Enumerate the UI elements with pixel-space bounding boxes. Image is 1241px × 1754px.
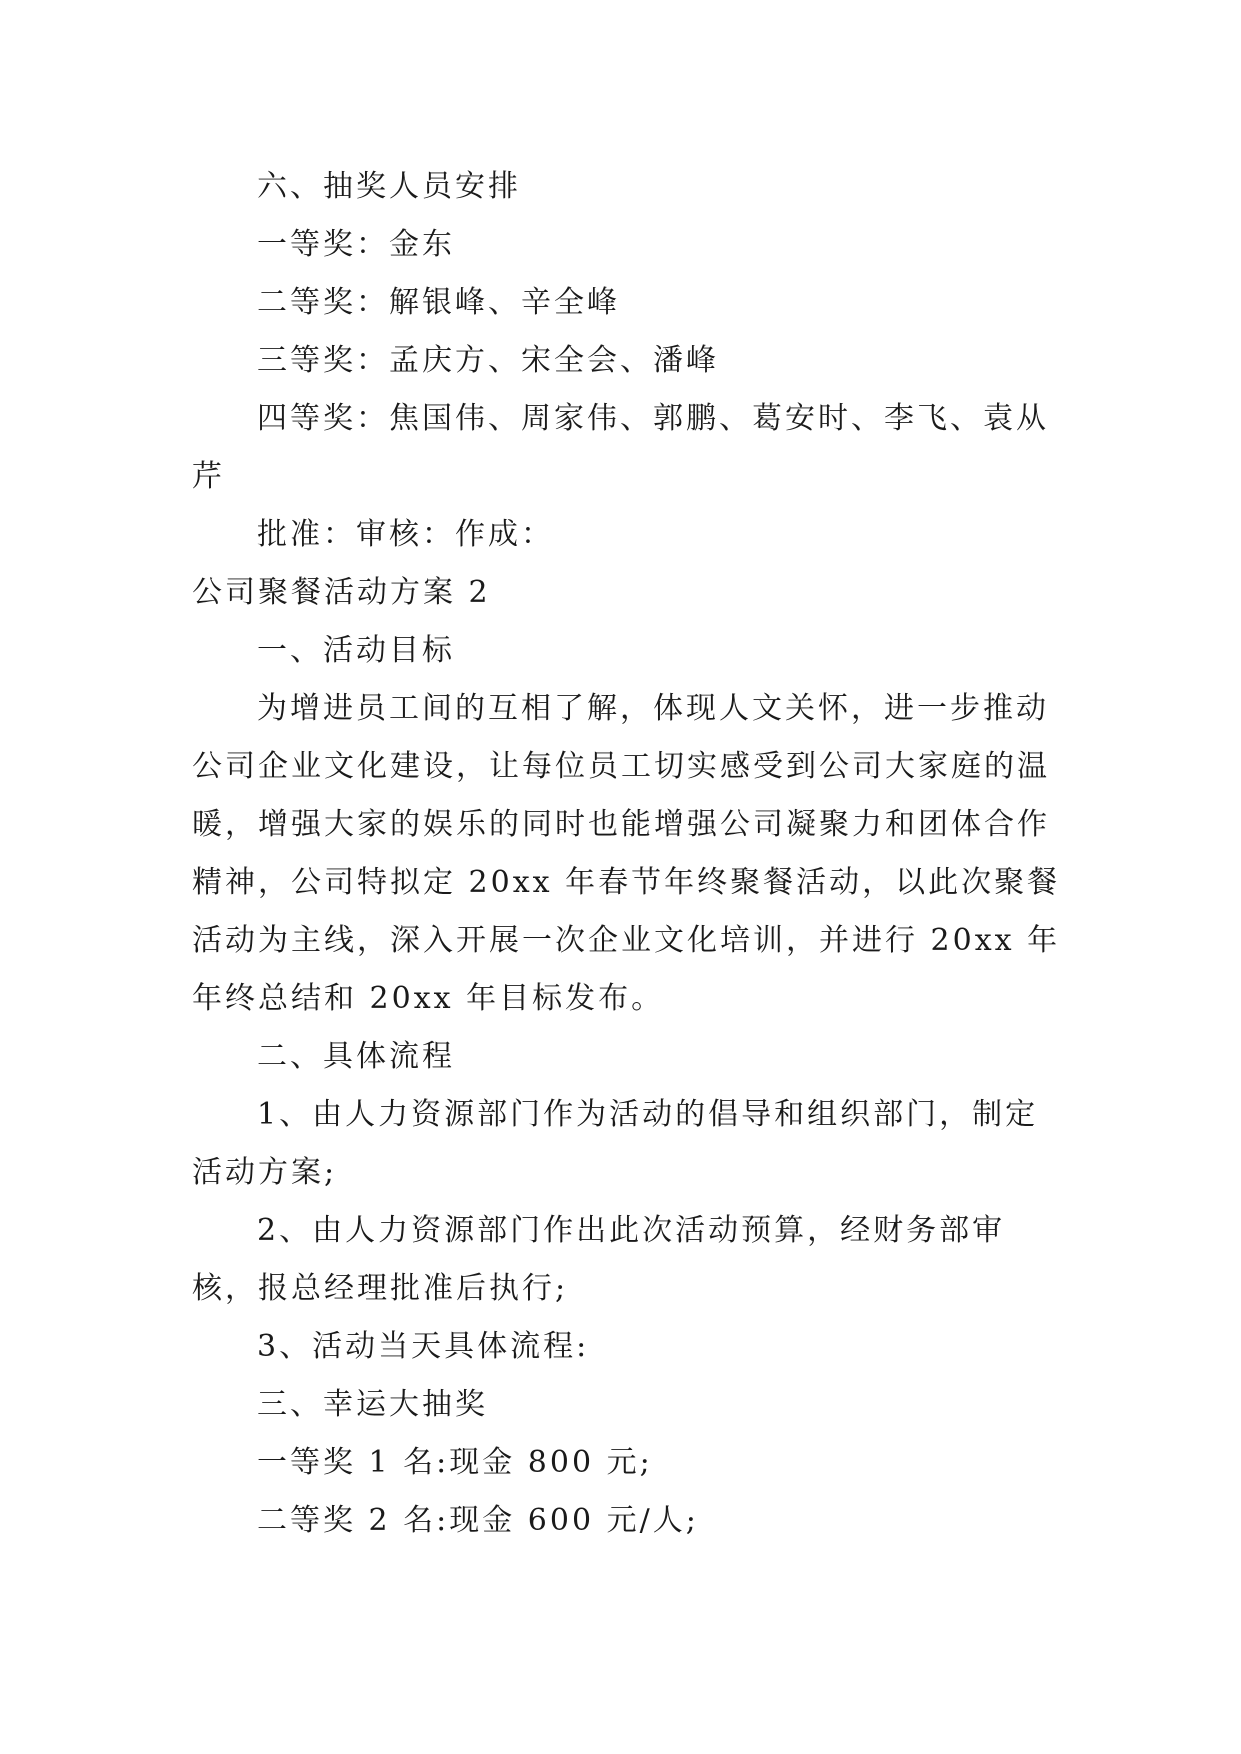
section-heading-lottery-arrangement: 六、抽奖人员安排 [257, 169, 521, 204]
fourth-prize-line: 四等奖：焦国伟、周家伟、郭鹏、葛安时、李飞、袁从芹 [192, 401, 1049, 494]
document-body [192, 158, 1062, 1550]
lucky-draw-first-prize: 一等奖 1 名:现金 800 元; [257, 1445, 653, 1480]
process-step-1: 1、由人力资源部门作为活动的倡导和组织部门，制定活动方案; [192, 1097, 1039, 1190]
third-prize-line: 三等奖：孟庆方、宋全会、潘峰 [257, 343, 719, 378]
lucky-draw-second-prize: 二等奖 2 名:现金 600 元/人; [257, 1503, 699, 1538]
document-title: 公司聚餐活动方案 2 [192, 575, 491, 610]
goal-paragraph: 为增进员工间的互相了解，体现人文关怀，进一步推动公司企业文化建设，让每位员工切实感受到公司大家庭的温暖，增强大家的娱乐的同时也能增强公司凝聚力和团体合作精神，公司特拟定 20xx 年春节年终聚餐活动，以此次聚餐活动为主线，深入开展一次企业文化培训，并进行 20xx 年年终总结和 20xx 年目标发布。 [192, 691, 1061, 1016]
second-prize-line: 二等奖：解银峰、辛全峰 [257, 285, 620, 320]
approval-line: 批准：审核：作成： [257, 517, 554, 552]
process-step-2: 2、由人力资源部门作出此次活动预算，经财务部审核，报总经理批准后执行; [192, 1213, 1006, 1306]
first-prize-line: 一等奖：金东 [257, 227, 455, 262]
section-heading-process: 二、具体流程 [257, 1039, 455, 1074]
section-heading-goal: 一、活动目标 [257, 633, 455, 668]
section-heading-lucky-draw: 三、幸运大抽奖 [257, 1387, 488, 1422]
process-step-3: 3、活动当天具体流程: [257, 1329, 590, 1364]
